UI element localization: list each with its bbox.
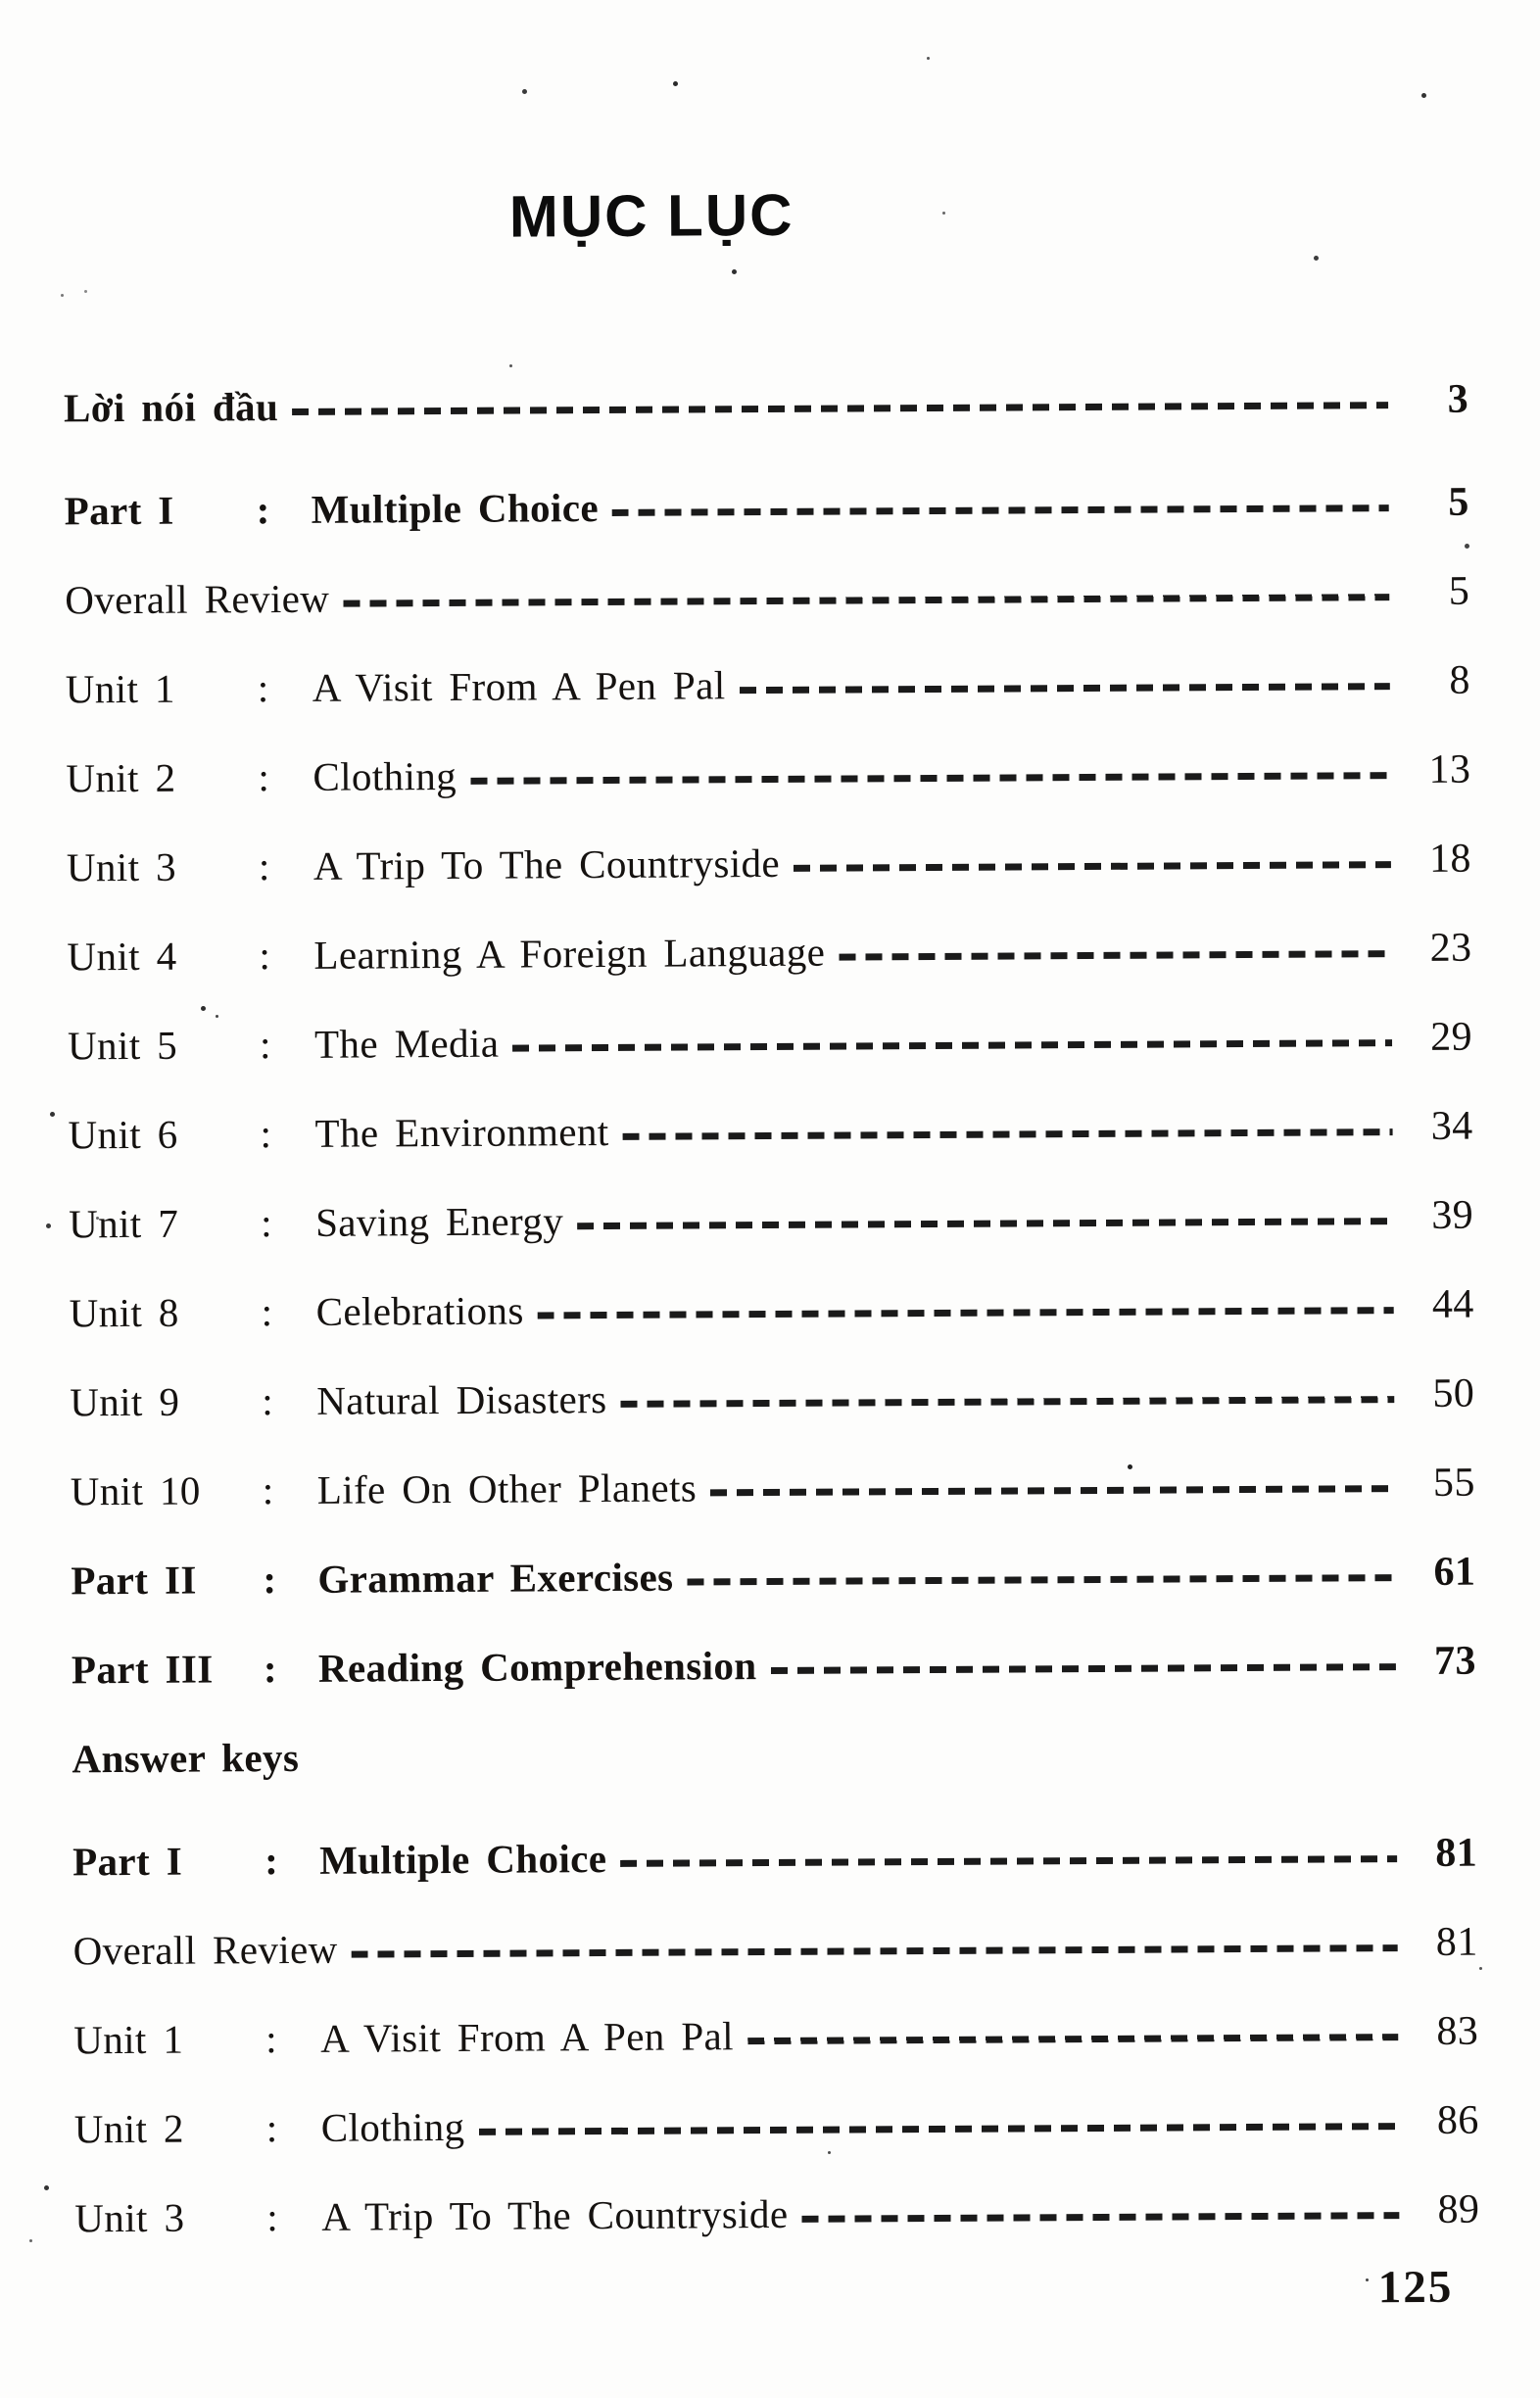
toc-row (71, 1438, 1476, 1536)
toc-entry-title: A Trip To The Countryside (313, 839, 781, 888)
toc-entry-label: Part III (71, 1645, 214, 1692)
toc-entry-label: Part I (64, 487, 174, 533)
toc-entry-colon: : (262, 1377, 274, 1423)
toc-entry-label: Part I (72, 1838, 183, 1884)
toc-entry-label: Unit 9 (70, 1378, 180, 1424)
toc-entry-colon: : (257, 664, 269, 710)
toc-entry-colon: : (265, 2015, 278, 2061)
toc-entry-title: The Environment (314, 1108, 609, 1156)
toc-entry-page-number: 86 (1436, 2097, 1479, 2143)
toc-entry-page-number: 50 (1432, 1370, 1475, 1416)
toc-entry-page-number: 8 (1449, 657, 1470, 703)
toc-entry-title: Natural Disasters (316, 1375, 607, 1423)
toc-entry-colon: : (263, 1645, 278, 1691)
toc-entry-label: Unit 4 (67, 933, 177, 979)
toc-row (68, 992, 1473, 1090)
leader-dashes (612, 504, 1389, 516)
toc-entry-page-number: 34 (1430, 1103, 1473, 1149)
toc-entry-title: Saving Energy (314, 1197, 564, 1245)
toc-entry-page-number: 55 (1432, 1460, 1475, 1506)
leader-dashes (577, 1218, 1393, 1229)
leader-dashes (470, 772, 1390, 785)
toc-entry-label: Unit 10 (70, 1467, 201, 1513)
toc-entry-label: Unit 8 (69, 1289, 179, 1335)
toc-entry-title: Reading Comprehension (317, 1642, 757, 1691)
toc-entry-page-number: 83 (1436, 2008, 1479, 2054)
toc-row (72, 1616, 1477, 1714)
toc-entry-page-number: 61 (1433, 1549, 1476, 1595)
toc-entry-label: Unit 3 (74, 2194, 185, 2240)
toc-entry-page-number: 18 (1428, 836, 1472, 882)
toc-entry-title: A Visit From A Pen Pal (312, 661, 726, 710)
toc-entry-page-number: 81 (1435, 1830, 1478, 1876)
toc-row (69, 1260, 1474, 1358)
toc-entry-colon: : (258, 842, 270, 888)
toc-row (74, 2165, 1480, 2263)
toc-entry-label: Unit 1 (73, 2016, 184, 2062)
page-title: MỤC LỤC (508, 181, 794, 250)
toc-entry-colon: : (258, 753, 270, 799)
toc-row (71, 1527, 1476, 1625)
toc-entry-title: Lời nói đầu (63, 383, 279, 430)
leader-dashes (687, 1574, 1395, 1585)
toc-entry-title: The Media (313, 1020, 500, 1067)
toc-entry-page-number: 23 (1429, 925, 1472, 971)
leader-dashes (479, 2123, 1399, 2135)
toc-entry-title: Grammar Exercises (317, 1554, 674, 1602)
leader-dashes (292, 402, 1388, 415)
toc-entry-page-number: 39 (1431, 1192, 1474, 1238)
toc-entry-colon: : (263, 1556, 277, 1602)
toc-entry-title: Multiple Choice (318, 1835, 607, 1883)
toc-entry-title: Overall Review (72, 1926, 338, 1973)
toc-entry-colon: : (260, 1110, 272, 1156)
toc-entry-colon: : (260, 1199, 273, 1245)
toc-entry-colon: : (261, 1288, 273, 1334)
toc-row (74, 2076, 1480, 2174)
toc-entry-colon: : (265, 2104, 278, 2150)
toc-entry-title: A Visit From A Pen Pal (320, 2012, 735, 2061)
toc-entry-page-number: 89 (1437, 2186, 1480, 2232)
toc-entry-label: Unit 3 (66, 843, 177, 889)
leader-dashes (343, 594, 1389, 607)
toc-entry-label: Unit 7 (68, 1200, 179, 1246)
leader-dashes (747, 2034, 1398, 2044)
toc-entry-title: Life On Other Planets (316, 1463, 698, 1512)
toc-entry-page-number: 13 (1428, 746, 1471, 792)
toc-entry-label: Part II (71, 1557, 197, 1603)
toc-entry-label: Unit 1 (65, 665, 175, 711)
toc-row (72, 1808, 1478, 1906)
toc-row (73, 1987, 1479, 2085)
toc-entry-title: Learning A Foreign Language (313, 929, 826, 978)
toc-entry-title: Multiple Choice (311, 484, 600, 532)
toc-entry-label: Unit 2 (73, 2105, 184, 2151)
toc-entry-label: Unit 2 (66, 754, 176, 800)
leader-dashes (621, 1396, 1395, 1408)
toc-entry-label: Unit 6 (68, 1111, 178, 1157)
leader-dashes (352, 1944, 1398, 1958)
toc-entry-title: Celebrations (315, 1287, 524, 1334)
toc-entry-colon: : (264, 1837, 279, 1883)
toc-entry-title: Clothing (313, 752, 457, 799)
toc-row (70, 1349, 1475, 1447)
toc-row (72, 1705, 1477, 1803)
leader-dashes (710, 1485, 1395, 1496)
leader-dashes (839, 950, 1391, 960)
toc-row (72, 1897, 1478, 1995)
toc-entry-page-number: 5 (1448, 479, 1469, 525)
leader-dashes (794, 861, 1391, 872)
toc-entry-page-number: 5 (1448, 568, 1470, 614)
toc-entry-colon: : (259, 1021, 271, 1067)
toc-row (68, 1081, 1473, 1179)
toc-entry-colon: : (256, 486, 270, 532)
scan-noise-specks (0, 0, 3, 3)
leader-dashes (771, 1663, 1396, 1674)
toc-row (65, 547, 1470, 645)
toc-entry-title: A Trip To The Countryside (321, 2190, 789, 2239)
toc-entry-title: Overall Review (65, 575, 330, 622)
toc-row (64, 457, 1469, 555)
leader-dashes (801, 2212, 1399, 2223)
toc-entry-page-number: 81 (1435, 1919, 1478, 1965)
leader-dashes (740, 683, 1390, 694)
toc-row (67, 903, 1472, 1001)
leader-dashes (623, 1128, 1393, 1140)
toc-row (66, 636, 1471, 734)
toc-entry-page-number: 73 (1433, 1638, 1477, 1684)
footer-page-number: 125 (1377, 2261, 1454, 2314)
toc-entry-colon: : (266, 2193, 279, 2239)
leader-dashes (620, 1855, 1397, 1867)
toc-entry-page-number: 29 (1430, 1014, 1473, 1060)
toc-row (69, 1171, 1474, 1269)
toc-entry-colon: : (262, 1466, 274, 1512)
toc-row (64, 355, 1469, 453)
leader-dashes (538, 1307, 1394, 1319)
table-of-contents (0, 354, 1540, 2263)
toc-row (67, 814, 1472, 912)
toc-entry-page-number: 3 (1447, 376, 1469, 422)
toc-entry-title: Answer keys (72, 1734, 300, 1781)
toc-entry-colon: : (259, 932, 271, 978)
leader-dashes (512, 1039, 1392, 1051)
toc-entry-title: Clothing (320, 2103, 465, 2150)
toc-entry-page-number: 44 (1431, 1281, 1474, 1327)
toc-row (66, 725, 1471, 823)
toc-entry-label: Unit 5 (67, 1022, 178, 1068)
